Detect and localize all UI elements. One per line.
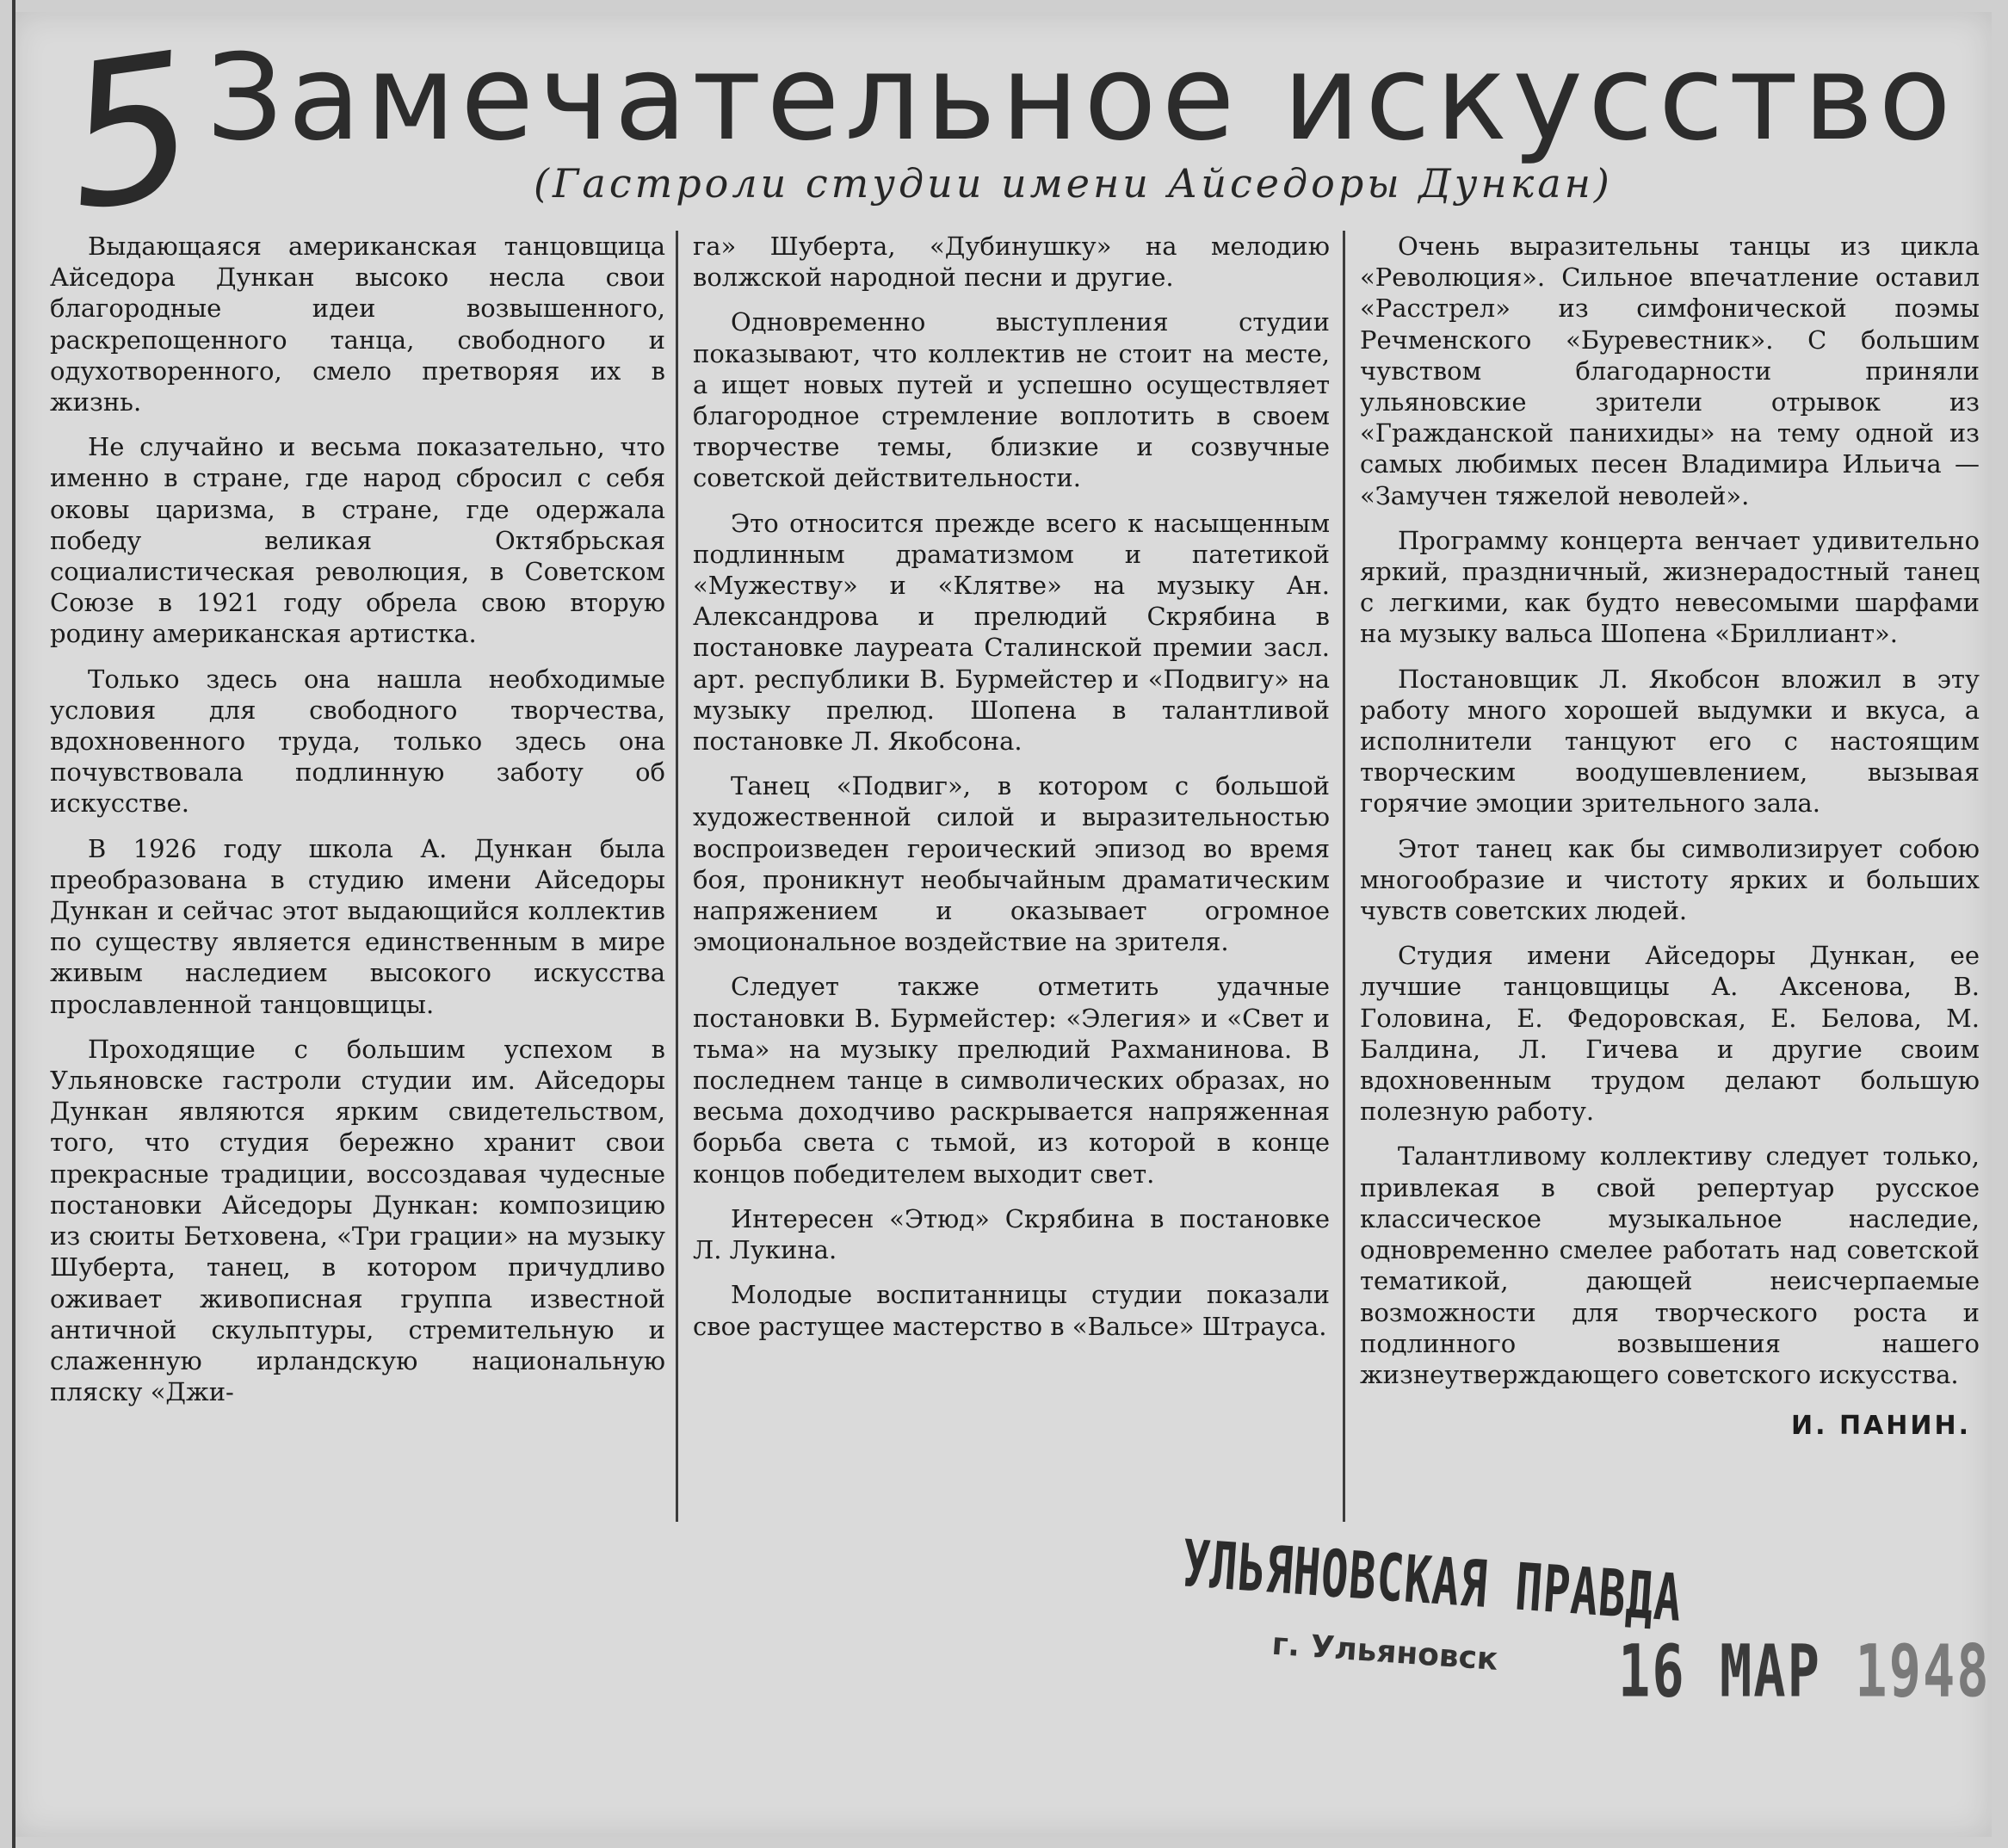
stamp-date-month: МАР [1719,1629,1821,1714]
stamp-city: г. Ульяновск [1270,1626,1499,1678]
article-subtitle: (Гастроли студии имени Айседоры Дункан) [534,160,1613,207]
paragraph: Следует также отметить удачные постановки В. Бурмейстер: «Элегия» и «Свет и тьма» на музыку прелюдий Рахманинова. В последнем танце в символических образах, но весьма доходчиво раскрывается напряженная борьба света с тьмой, из которой в конце концов победителем выходит свет. [693,972,1330,1189]
stamp-date-day: 16 [1618,1629,1686,1714]
paragraph: Танец «Подвиг», в котором с большой художественной силой и выразительностью воспроизведен героический эпизод во время боя, проникнут необычайным драматическим напряжением и оказывает огромное эмоциональное воздействие на зрителя. [693,771,1330,957]
stamp-date-year: 1948 [1855,1629,1991,1714]
paragraph: Программу концерта венчает удивительно яркий, праздничный, жизнерадостный танец с легкими, как будто невесомыми шарфами на музыку вальса Шопена «Бриллиант». [1360,525,1980,649]
author-signature: И. ПАНИН. [1791,1411,1971,1442]
article-headline: Замечательное искусство [207,28,1956,167]
paragraph: Талантливому коллективу следует только, привлекая в свой репертуар русское классическое музыкальное наследие, одновременно смелее работать над советской тематикой, дающей неисчерпаемые возможности для творческого роста и подлинного возвышения нашего жизнеутверждающего советского искусства. [1360,1141,1980,1389]
clipping-left-edge [12,0,15,1848]
paragraph: Одновременно выступления студии показывают, что коллектив не стоит на месте, а ищет новых путей и успешно осуществляет благородное стремление воплотить в своем творчестве темы, близкие и созвучные советской действительности. [693,307,1330,493]
paragraph: Интересен «Этюд» Скрябина в постановке Л. Лукина. [693,1203,1330,1265]
paragraph: Только здесь она нашла необходимые условия для свободного творчества, вдохновенного труда, только здесь она почувствовала подлинную заботу об искусстве. [50,664,665,819]
paragraph: Проходящие с большим успехом в Ульяновске гастроли студии им. Айседоры Дункан являются ярким свидетельством, того, что студия бережно хранит свои прекрасные традиции, воссоздавая чудесные постановки Айседоры Дункан: композицию из сюиты Бетховена, «Три грации» на музыку Шуберта, танец, в котором причудливо оживает живописная группа известной античной скульптуры, стремительную и слаженную ирландскую национальную пляску «Джи- [50,1034,665,1407]
paragraph: га» Шуберта, «Дубинушку» на мелодию волжской народной песни и другие. [693,232,1330,293]
paragraph: В 1926 году школа А. Дункан была преобразована в студию имени Айседоры Дункан и сейчас этот выдающийся коллектив по существу является единственным в мире живым наследием высокого искусства прославленной танцовщицы. [50,833,665,1019]
paragraph: Это относится прежде всего к насыщенным подлинным драматизмом и патетикой «Мужеству» и «Клятве» на музыку Ан. Александрова и прелюдий Скрябина в постановке лауреата Сталинской премии засл. арт. республики В. Бурмейстер и «Подвигу» на музыку прелюд. Шопена в талантливой постановке Л. Якобсона. [693,508,1330,757]
article-column-2 [693,231,1330,1356]
column-divider [1343,231,1345,1522]
paragraph: Молодые воспитанницы студии показали свое растущее мастерство в «Вальсе» Штрауса. [693,1280,1330,1341]
article-column-1 [50,231,665,1421]
handwritten-page-number: 5 [52,10,209,256]
stamp-title: УЛЬЯНОВСКАЯ ПРАВДА [1179,1527,1685,1637]
paragraph: Этот танец как бы символизирует собою многообразие и чистоту ярких и больших чувств советских людей. [1360,833,1980,926]
paragraph: Не случайно и весьма показательно, что именно в стране, где народ сбросил с себя оковы царизма, в стране, где одержала победу великая Октябрьская социалистическая революция, в Советском Союзе в 1921 году обрела свою вторую родину американская артистка. [50,432,665,649]
paragraph: Студия имени Айседоры Дункан, ее лучшие танцовщицы А. Аксенова, В. Головина, Е. Федоровская, Е. Белова, М. Балдина, Л. Гичева и другие своим вдохновенным трудом делают большую полезную работу. [1360,941,1980,1127]
stamp-date [1618,1629,1991,1714]
article-body [50,231,1992,1543]
paragraph: Выдающаяся американская танцовщица Айседора Дункан высоко несла свои благородные идеи возвышенного, раскрепощенного танца, свободного и одухотворенного, смело претворяя их в жизнь. [50,232,665,417]
article-column-3 [1360,231,1980,1456]
paragraph: Очень выразительны танцы из цикла «Революция». Сильное впечатление оставил «Расстрел» из симфонической поэмы Речменского «Буревестник». С большим чувством благодарности приняли ульяновские зрители отрывок из «Гражданской панихиды» на тему одной из самых любимых песен Владимира Ильича — «Замучен тяжелой неволей». [1360,232,1980,510]
paragraph: Постановщик Л. Якобсон вложил в эту работу много хорошей выдумки и вкуса, а исполнители танцуют его с настоящим творческим воодушевлением, вызывая горячие эмоции зрительного зала. [1360,664,1980,819]
column-divider [676,231,678,1522]
